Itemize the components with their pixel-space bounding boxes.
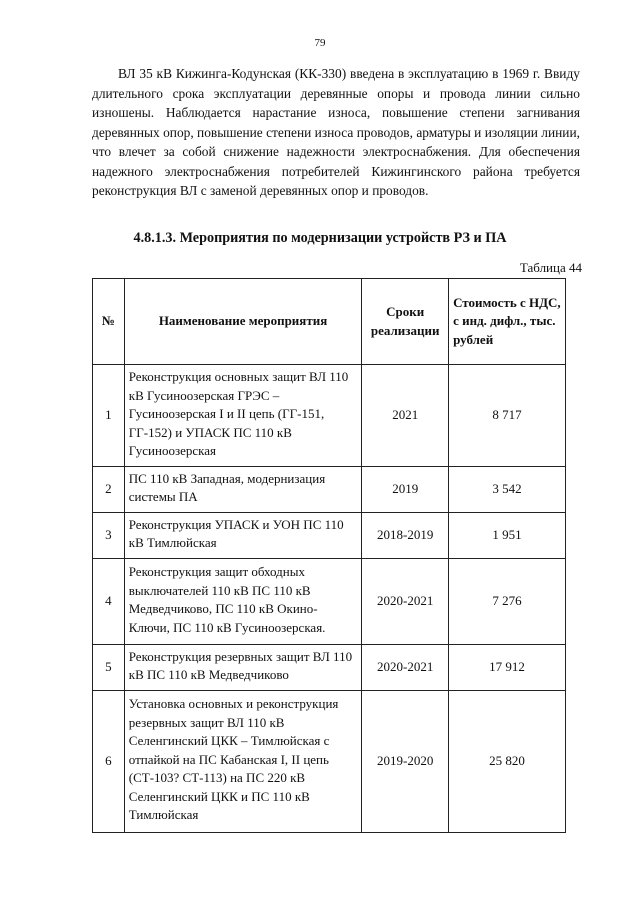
row-cost: 25 820 [449, 690, 566, 832]
row-num: 3 [93, 512, 125, 558]
row-term: 2018-2019 [362, 512, 449, 558]
row-num: 6 [93, 690, 125, 832]
table-row [93, 690, 566, 832]
row-cost: 17 912 [449, 644, 566, 690]
row-name: Установка основных и реконструкция резервных защит ВЛ 110 кВ Селенгинский ЦКК – Тимлюйская с отпайкой на ПС Кабанская I, II цепь (СТ-103? СТ-113) на ПС 220 кВ Селенгинский ЦКК и ПС 110 кВ Тимлюйская [124, 690, 362, 832]
row-num: 2 [93, 466, 125, 512]
header-term: Сроки реализации [362, 279, 449, 365]
header-num: № [93, 279, 125, 365]
table-row [93, 365, 566, 467]
row-name: Реконструкция резервных защит ВЛ 110 кВ ПС 110 кВ Медведчиково [124, 644, 362, 690]
row-cost: 3 542 [449, 466, 566, 512]
row-term: 2021 [362, 365, 449, 467]
header-name: Наименование мероприятия [124, 279, 362, 365]
measures-table [92, 278, 566, 833]
header-cost: Стоимость с НДС, с инд. дифл., тыс. рублей [449, 279, 566, 365]
table-row [93, 558, 566, 644]
row-cost: 7 276 [449, 558, 566, 644]
row-term: 2019-2020 [362, 690, 449, 832]
row-cost: 8 717 [449, 365, 566, 467]
row-term: 2020-2021 [362, 644, 449, 690]
section-heading: 4.8.1.3. Мероприятия по модернизации устройств РЗ и ПА [133, 230, 507, 246]
page-number: 79 [314, 37, 326, 49]
row-name: ПС 110 кВ Западная, модернизация системы ПА [124, 466, 362, 512]
table-row [93, 466, 566, 512]
row-name: Реконструкция основных защит ВЛ 110 кВ Гусиноозерская ГРЭС – Гусиноозерская I и II цепь (ГГ-151, ГГ-152) и УПАСК ПС 110 кВ Гусиноозерская [124, 365, 362, 467]
row-term: 2020-2021 [362, 558, 449, 644]
row-term: 2019 [362, 466, 449, 512]
row-num: 5 [93, 644, 125, 690]
body-paragraph: ВЛ 35 кВ Кижинга-Кодунская (КК-330) введена в эксплуатацию в 1969 г. Ввиду длительного срока эксплуатации деревянные опоры и провода линии сильно изношены. Наблюдается нарастание износа, повышение степени загнивания деревянных опор, повышение степени износа проводов, арматуры и изоляции линии, что влечет за собой снижение надежности электроснабжения. Для обеспечения надежного электроснабжения потребителей Кижингинского района требуется реконструкция ВЛ с заменой деревянных опор и проводов. [92, 66, 580, 198]
table-row [93, 644, 566, 690]
row-name: Реконструкция УПАСК и УОН ПС 110 кВ Тимлюйская [124, 512, 362, 558]
row-name: Реконструкция защит обходных выключателей 110 кВ ПС 110 кВ Медведчиково, ПС 110 кВ Окино-Ключи, ПС 110 кВ Гусиноозерская. [124, 558, 362, 644]
table-header-row [93, 279, 566, 365]
row-num: 1 [93, 365, 125, 467]
row-num: 4 [93, 558, 125, 644]
table-row [93, 512, 566, 558]
row-cost: 1 951 [449, 512, 566, 558]
table-caption: Таблица 44 [519, 260, 582, 275]
